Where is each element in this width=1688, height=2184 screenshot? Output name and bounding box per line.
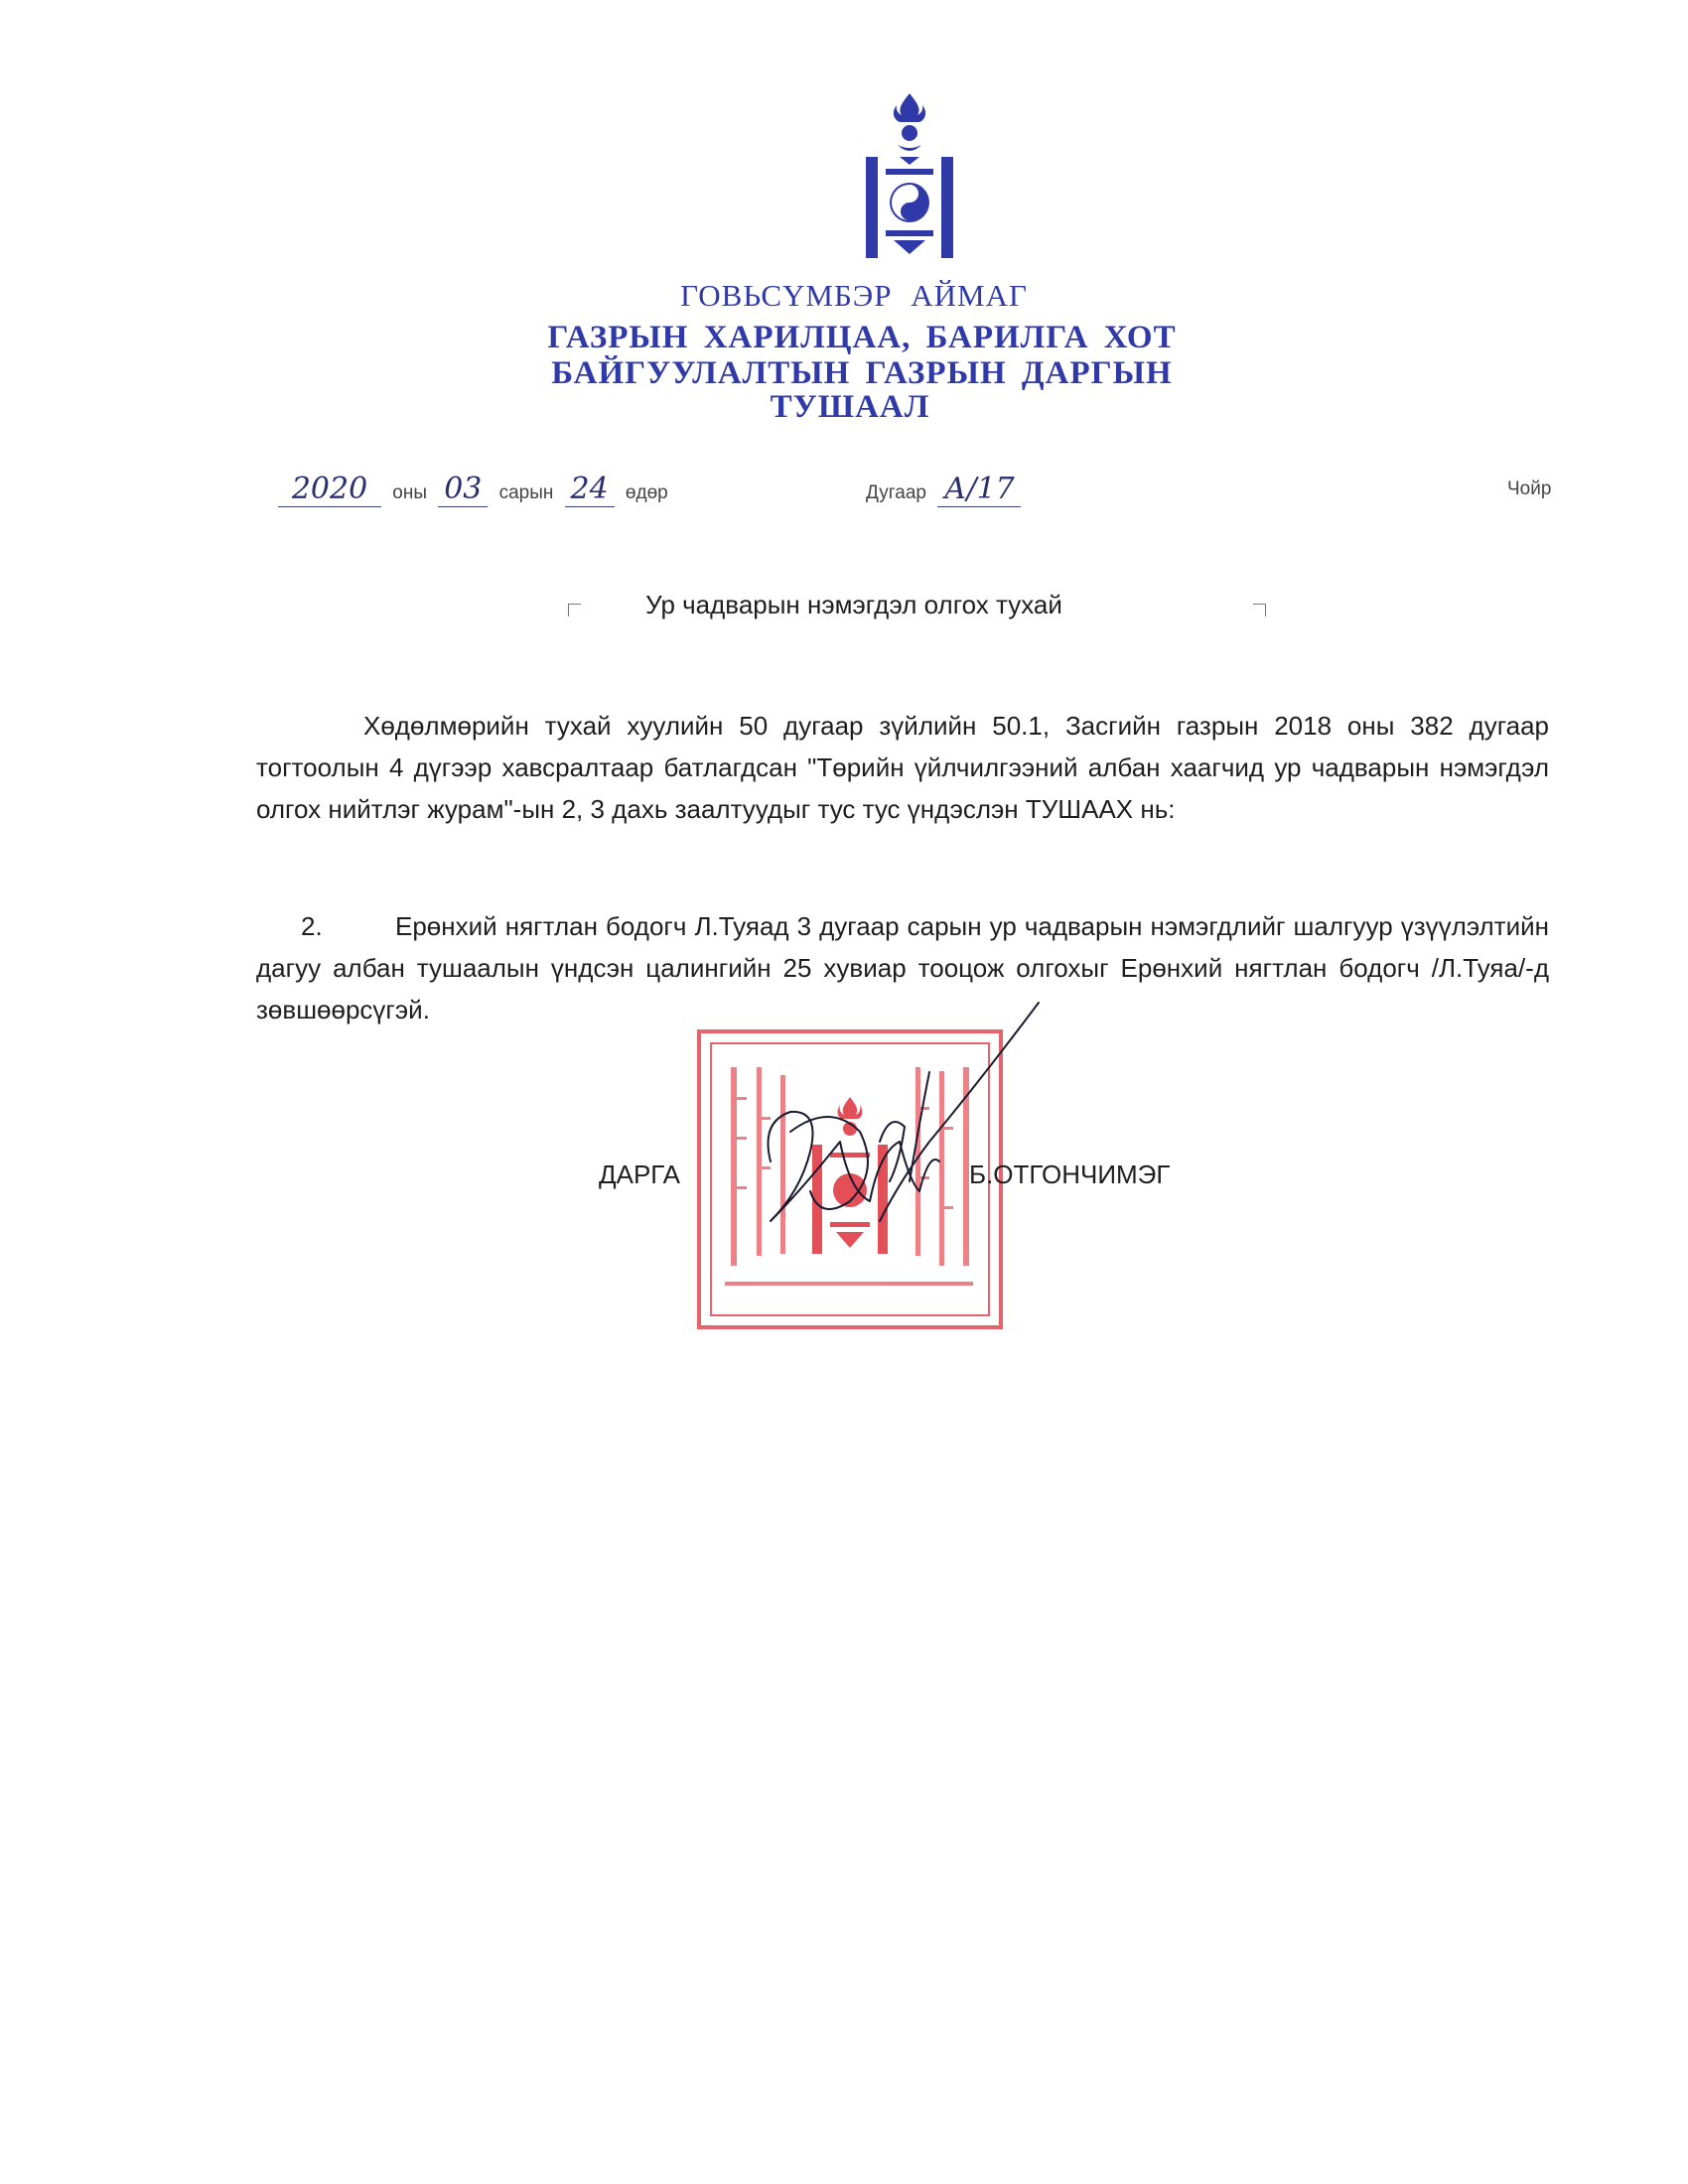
- subject-title: Ур чадварын нэмэгдэл олгох тухай: [645, 590, 1062, 619]
- document-type: ТУШААЛ: [770, 389, 930, 425]
- handwritten-signature: [731, 993, 1049, 1271]
- subject-corner-right: [1253, 604, 1266, 616]
- document-number: [860, 473, 1021, 507]
- signatory-title: ДАРГА: [599, 1160, 680, 1189]
- day-value: 24: [565, 473, 615, 507]
- day-label: өдөр: [625, 482, 668, 503]
- organization-line-1: ГАЗРЫН ХАРИЛЦАА, БАРИЛГА ХОТ: [547, 320, 1177, 355]
- year-label: оны: [392, 482, 427, 503]
- signatory-name: Б.ОТГОНЧИМЭГ: [969, 1160, 1171, 1189]
- item-number: 2.: [301, 911, 323, 941]
- state-emblem-icon: [862, 91, 957, 260]
- month-label: сарын: [498, 482, 554, 503]
- aimag-title: ГОВЬСҮМБЭР АЙМАГ: [680, 278, 1028, 313]
- organization-line-2: БАЙГУУЛАЛТЫН ГАЗРЫН ДАРГЫН: [551, 355, 1173, 391]
- item-text: Ерөнхий нягтлан бодогч Л.Туяад 3 дугаар сарын ур чадварын нэмэгдлийг шалгуур үзүүлэлтийн дагуу албан тушаалын үндсэн цалингийн 25 хувиар тооцож олгохыг Ерөнхий нягтлан бодогч /Л.Туяа/-д зөвшөөрсүгэй.: [256, 911, 1549, 1024]
- month-value: 03: [438, 473, 488, 507]
- year-value: 2020: [278, 473, 381, 507]
- place-name: Чойр: [1507, 478, 1552, 499]
- number-label: Дугаар: [866, 482, 926, 503]
- preamble-paragraph: Хөдөлмөрийн тухай хуулийн 50 дугаар зүйлийн 50.1, Засгийн газрын 2018 оны 382 дугаар тогтоолын 4 дүгээр хавсралтаар батлагдсан "Төрийн үйлчилгээний албан хаагчид ур чадварын нэмэгдэл олгох нийтлэг журам"-ын 2, 3 дахь заалтуудыг тус тус үндэслэн ТУШААХ нь:: [256, 711, 1549, 824]
- date-line: [278, 473, 674, 512]
- number-value: А/17: [937, 473, 1021, 507]
